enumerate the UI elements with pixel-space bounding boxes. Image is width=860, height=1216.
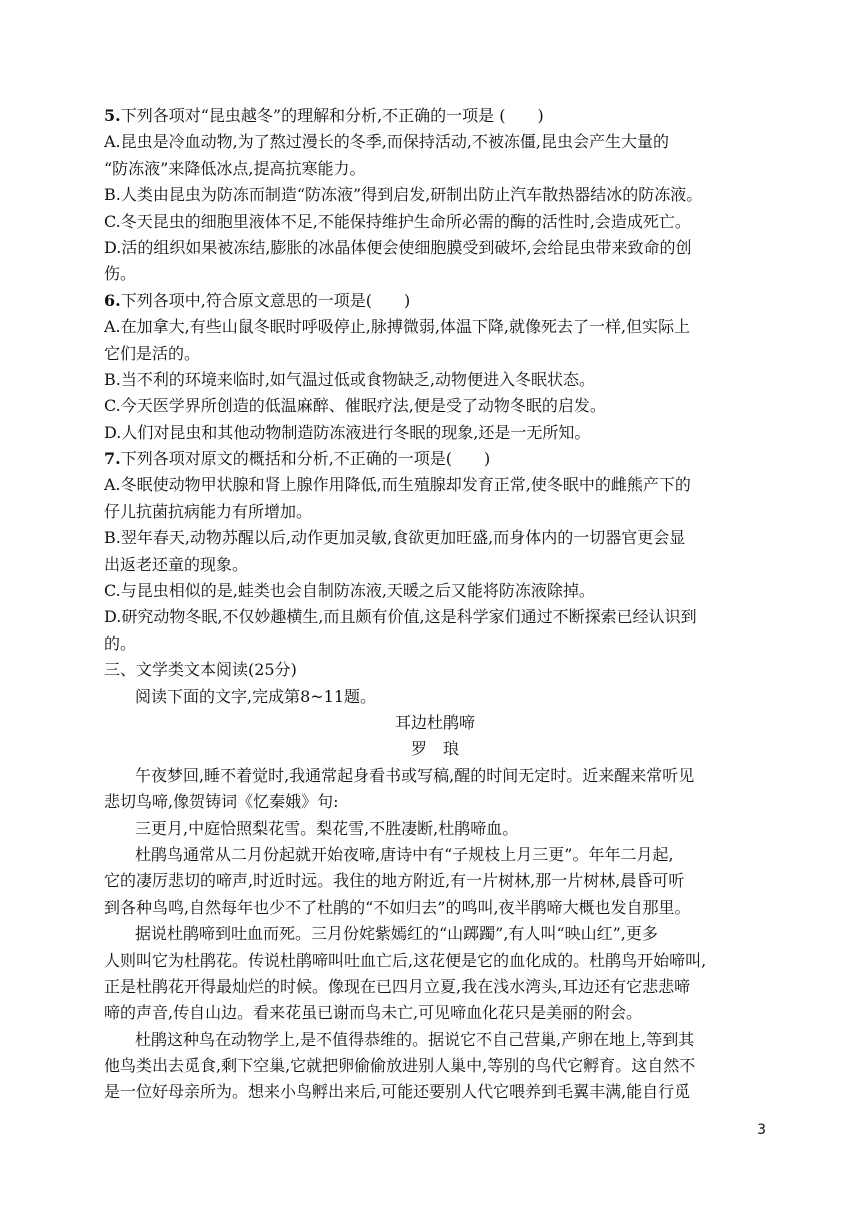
- article-author: 罗 琅: [410, 739, 459, 759]
- question-stem-text: 下列各项对原文的概括和分析,不正确的一项是( ): [120, 449, 491, 469]
- option-line: 伤。: [104, 264, 137, 284]
- article-line: 它的凄厉悲切的啼声,时近时远。我住的地方附近,有一片树林,那一片树林,晨昏可听: [104, 871, 685, 891]
- article-line: 据说杜鹃啼到吐血而死。三月份姹紫嫣红的“山踯躅”,有人叫“映山红”,更多: [135, 924, 658, 944]
- option-line: 它们是活的。: [104, 343, 201, 363]
- question-6: [104, 288, 766, 446]
- option-line: D.人们对昆虫和其他动物制造防冻液进行冬眠的现象,还是一无所知。: [104, 422, 591, 442]
- option-line: B.人类由昆虫为防冻而制造“防冻液”得到启发,研制出防止汽车散热器结冰的防冻液。: [104, 185, 703, 205]
- article-line: 杜鹃这种鸟在动物学上,是不值得恭维的。据说它不自己营巢,产卵在地上,等到其: [135, 1029, 695, 1049]
- question-number: 5.: [104, 106, 121, 125]
- question-stem-text: 下列各项对“昆虫越冬”的理解和分析,不正确的一项是 ( ): [120, 106, 544, 125]
- article-title: 耳边杜鹃啼: [394, 712, 475, 732]
- option-line: “防冻液”来降低冰点,提高抗寒能力。: [104, 158, 366, 178]
- option-line: B.翌年春天,动物苏醒以后,动作更加灵敏,食欲更加旺盛,而身体内的一切器官更会显: [104, 528, 686, 548]
- option-line: A.冬眠使动物甲状腺和肾上腺作用降低,而生殖腺却发育正常,使冬眠中的雌熊产下的: [104, 475, 691, 495]
- question-stem-text: 下列各项中,符合原文意思的一项是( ): [120, 290, 411, 310]
- article-line: 杜鹃鸟通常从二月份起就开始夜啼,唐诗中有“子规枝上月三更”。年年二月起,: [135, 844, 674, 864]
- option-line: C.与昆虫相似的是,蛙类也会自制防冻液,天暖之后又能将防冻液除掉。: [104, 581, 595, 601]
- article-line: 他鸟类出去觅食,剩下空巢,它就把卵偷偷放进别人巢中,等别的鸟代它孵育。这自然不: [104, 1056, 696, 1076]
- option-line: 出返老还童的现象。: [104, 554, 249, 574]
- question-number: 6.: [104, 290, 121, 310]
- article-line: 悲切鸟啼,像贺铸词《忆秦娥》句:: [104, 792, 339, 812]
- question-6-stem: [104, 288, 766, 314]
- option-line: A.在加拿大,有些山鼠冬眠时呼吸停止,脉搏微弱,体温下降,就像死去了一样,但实际上: [104, 317, 691, 337]
- option-line: C.今天医学界所创造的低温麻醉、催眠疗法,便是受了动物冬眠的启发。: [104, 396, 606, 416]
- article-line: 人则叫它为杜鹃花。传说杜鹃啼叫吐血亡后,这花便是它的血化成的。杜鹃鸟开始啼叫,: [104, 950, 707, 970]
- article-line: 正是杜鹃花开得最灿烂的时候。像现在已四月立夏,我在浅水湾头,耳边还有它悲悲啼: [104, 976, 691, 996]
- question-5-stem: [104, 103, 766, 129]
- section-heading: 三、文学类文本阅读(25分): [104, 660, 297, 680]
- article-line: 三更月,中庭恰照梨花雪。梨花雪,不胜凄断,杜鹃啼血。: [135, 818, 519, 838]
- option-line: C.冬天昆虫的细胞里液体不足,不能保持维护生命所必需的酶的活性时,会造成死亡。: [104, 211, 691, 231]
- option-line: D.活的组织如果被冻结,膨胀的冰晶体便会使细胞膜受到破坏,会给昆虫带来致命的创: [104, 237, 692, 257]
- option-line: 仔儿抗菌抗病能力有所增加。: [104, 501, 313, 521]
- article-line: 到各种鸟鸣,自然每年也少不了杜鹃的“不如归去”的鸣叫,夜半鹃啼大概也发自那里。: [104, 897, 691, 917]
- option-line: D.研究动物冬眠,不仅妙趣横生,而且颇有价值,这是科学家们通过不断探索已经认识到: [104, 607, 697, 627]
- question-7: [104, 446, 766, 657]
- article-line: 啼的声音,传自山边。看来花虽已谢而鸟未亡,可见啼血化花只是美丽的附会。: [104, 1003, 643, 1023]
- option-line: B.当不利的环境来临时,如气温过低或食物缺乏,动物便进入冬眠状态。: [104, 369, 596, 389]
- question-5: [104, 103, 766, 288]
- option-line: 的。: [104, 633, 137, 653]
- section-instruction: 阅读下面的文字,完成第8~11题。: [135, 686, 377, 706]
- question-number: 7.: [104, 449, 121, 469]
- option-line: A.昆虫是冷血动物,为了熬过漫长的冬季,而保持活动,不被冻僵,昆虫会产生大量的: [104, 132, 669, 152]
- article-line: 午夜梦回,睡不着觉时,我通常起身看书或写稿,醒的时间无定时。近来醒来常听见: [135, 765, 695, 785]
- question-7-stem: [104, 446, 766, 472]
- page-number: 3: [757, 1122, 766, 1138]
- article-body: [104, 763, 766, 1106]
- article-line: 是一位好母亲所为。想来小鸟孵出来后,可能还要别人代它喂养到毛翼丰满,能自行觅: [104, 1082, 691, 1102]
- page-content: [104, 103, 766, 1106]
